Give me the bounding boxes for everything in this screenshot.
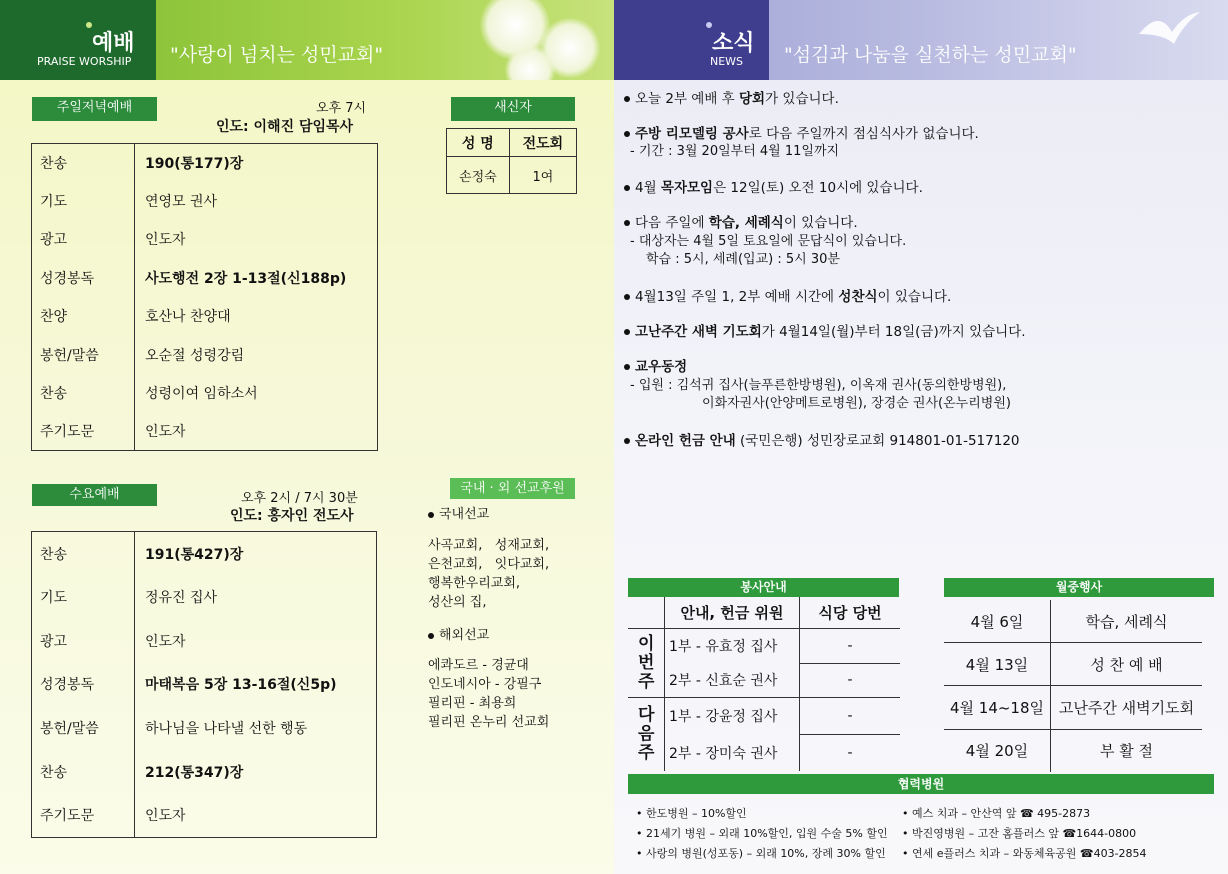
order-row	[32, 220, 378, 258]
order-row	[32, 619, 377, 663]
service-guide-header: 안내, 헌금 위원	[665, 597, 800, 629]
event-name: 고난주간 새벽기도회	[1051, 686, 1203, 729]
order-row	[32, 297, 378, 335]
order-item-label: 광고	[32, 220, 135, 258]
worship-header	[0, 0, 614, 80]
event-name: 성 찬 예 배	[1051, 643, 1203, 686]
hospital-item: • 한도병원 – 10%할인	[636, 807, 747, 820]
sunday-evening-leader: 인도: 이해진 담임목사	[216, 119, 354, 135]
order-item-label: 기도	[32, 182, 135, 220]
service-row: 2부 - 신효순 권사	[665, 663, 800, 698]
order-row	[32, 750, 377, 794]
order-row	[32, 182, 378, 220]
news-item-7-detail-1: - 입원 : 김석귀 집사(늘푸른한방병원), 이옥재 권사(동의한방병원),	[630, 378, 1007, 393]
sunday-evening-tag: 주일저녁예배	[32, 97, 157, 119]
event-date: 4월 20일	[944, 729, 1051, 772]
order-item-value: 정유진 집사	[145, 590, 218, 607]
domestic-mission-list	[428, 536, 549, 612]
news-item-7: 교우동정	[624, 355, 687, 375]
news-item-4-detail-1: - 대상자는 4월 5일 토요일에 문답식이 있습니다.	[630, 234, 907, 249]
news-item-6: 고난주간 새벽 기도회가 4월14일(월)부터 18일(금)까지 있습니다.	[624, 320, 1026, 340]
order-row	[32, 575, 377, 619]
order-row	[32, 706, 377, 750]
bird-icon	[1134, 4, 1204, 64]
newcomer-name-header: 성 명	[447, 129, 510, 157]
order-item-value: 오순절 성령강림	[145, 347, 245, 364]
mission-entry: 필리핀 - 최용희	[428, 696, 517, 711]
order-item-label: 기도	[32, 575, 135, 619]
order-item-value: 인도자	[145, 232, 186, 249]
order-item-value: 인도자	[145, 633, 186, 650]
order-row	[32, 335, 378, 373]
order-item-value: 사도행전 2장 1-13절(신188p)	[145, 270, 347, 287]
overseas-mission-title: 해외선교	[428, 626, 489, 645]
domestic-mission-title: 국내선교	[428, 505, 489, 524]
events-tag: 월중행사	[944, 578, 1214, 597]
news-logo: 소식 NEWS	[614, 0, 769, 80]
news-item-8: 온라인 헌금 안내 (국민은행) 성민장로교회 914801-01-517120	[624, 429, 1020, 449]
wednesday-order	[31, 531, 377, 838]
order-item-label: 광고	[32, 619, 135, 663]
hospital-item: • 21세기 병원 – 외래 10%할인, 입원 수술 5% 할인	[636, 827, 888, 840]
sunday-evening-time: 오후 7시	[316, 101, 367, 116]
service-meal: -	[800, 629, 901, 664]
news-item-5: 4월13일 주일 1, 2부 예배 시간에 성찬식이 있습니다.	[624, 285, 951, 305]
news-item-3: 4월 목자모임은 12일(토) 오전 10시에 있습니다.	[624, 176, 923, 196]
hospitals-tag: 협력병원	[628, 774, 1214, 794]
mission-entry: 인도네시아 - 강필구	[428, 677, 542, 692]
event-name: 학습, 세례식	[1051, 600, 1203, 643]
service-meal-header: 식당 당번	[800, 597, 901, 629]
wednesday-time: 오후 2시 / 7시 30분	[241, 491, 358, 506]
newcomers-tag: 새신자	[451, 97, 575, 119]
worship-slogan: "사랑이 넘치는 성민교회"	[170, 44, 384, 66]
service-meal: -	[800, 734, 901, 771]
event-date: 4월 6일	[944, 600, 1051, 643]
order-item-label: 찬송	[32, 532, 135, 576]
hospital-item: • 박진영병원 – 고잔 홈플러스 앞 ☎1644-0800	[902, 827, 1137, 840]
overseas-mission-list	[428, 656, 549, 732]
service-row: 1부 - 강윤정 집사	[665, 698, 800, 735]
mission-entry: 행복한우리교회,	[428, 576, 521, 591]
order-item-label: 찬송	[32, 750, 135, 794]
events-table	[944, 600, 1202, 772]
newcomer-mission-header: 전도회	[509, 129, 576, 157]
newcomer-name: 손정숙	[447, 157, 510, 194]
order-row	[32, 532, 377, 576]
order-row	[32, 374, 378, 412]
this-week-label: 이번주	[638, 633, 655, 692]
news-item-1: 오늘 2부 예배 후 당회가 있습니다.	[624, 87, 839, 107]
hospital-item: • 사랑의 병원(성포동) – 외래 10%, 장례 30% 할인	[636, 847, 886, 860]
news-item-4-detail-2: 학습 : 5시, 세례(입교) : 5시 30분	[646, 252, 840, 267]
missions-tag: 국내 · 외 선교후원	[450, 478, 575, 499]
order-item-value: 인도자	[145, 808, 186, 825]
worship-logo: 예배 PRAISE WORSHIP	[0, 0, 156, 80]
mission-entry: 에콰도르 - 경균대	[428, 658, 529, 673]
service-meal: -	[800, 663, 901, 698]
wednesday-tag: 수요예배	[32, 484, 157, 506]
order-item-value: 인도자	[145, 424, 186, 441]
service-row: 2부 - 장미숙 권사	[665, 734, 800, 771]
order-item-label: 봉헌/말씀	[32, 706, 135, 750]
order-item-label: 찬송	[32, 144, 135, 182]
order-item-value: 연영모 권사	[145, 194, 218, 211]
news-header	[614, 0, 1228, 80]
hospital-item: • 연세 e플러스 치과 – 와동체육공원 ☎403-2854	[902, 847, 1147, 860]
sunday-evening-order	[31, 143, 378, 451]
mission-entry: 은천교회, 잇다교회,	[428, 557, 550, 572]
order-item-value: 성령이여 임하소서	[145, 385, 258, 402]
order-item-value: 마태복음 5장 13-16절(신5p)	[145, 677, 337, 694]
order-row	[32, 259, 378, 297]
service-guide-tag: 봉사안내	[628, 578, 899, 597]
order-item-value: 191(통427)장	[145, 546, 244, 563]
order-item-value: 212(통347)장	[145, 764, 244, 781]
event-date: 4월 14~18일	[944, 686, 1051, 729]
service-meal: -	[800, 698, 901, 735]
newcomer-mission: 1여	[509, 157, 576, 194]
news-item-2-detail: - 기간 : 3월 20일부터 4월 11일까지	[630, 144, 840, 159]
order-item-value: 하나님을 나타낼 선한 행동	[145, 721, 308, 738]
newcomers-table	[446, 128, 577, 194]
order-row	[32, 794, 377, 838]
order-item-label: 성경봉독	[32, 663, 135, 707]
order-item-value: 호산나 찬양대	[145, 309, 231, 326]
order-row	[32, 663, 377, 707]
next-week-label: 다음주	[638, 705, 655, 764]
event-date: 4월 13일	[944, 643, 1051, 686]
mission-entry: 필리핀 온누리 선교회	[428, 715, 550, 730]
news-item-2: 주방 리모델링 공사로 다음 주일까지 점심식사가 없습니다.	[624, 122, 979, 142]
order-item-value: 190(통177)장	[145, 155, 244, 172]
hospital-item: • 예스 치과 – 안산역 앞 ☎ 495-2873	[902, 807, 1091, 820]
order-row	[32, 144, 378, 182]
service-row: 1부 - 유효정 집사	[665, 629, 800, 664]
order-item-label: 봉헌/말씀	[32, 335, 135, 373]
news-slogan: "섬김과 나눔을 실천하는 성민교회"	[784, 44, 1077, 66]
order-item-label: 주기도문	[32, 794, 135, 838]
news-item-4: 다음 주일에 학습, 세례식이 있습니다.	[624, 211, 858, 231]
service-guide-table	[628, 597, 900, 771]
order-row	[32, 412, 378, 450]
news-item-7-detail-2: 이화자권사(안양메트로병원), 장경순 권사(온누리병원)	[702, 396, 1011, 411]
mission-entry: 성산의 집,	[428, 595, 487, 610]
mission-entry: 사곡교회, 성재교회,	[428, 538, 550, 553]
order-item-label: 성경봉독	[32, 259, 135, 297]
order-item-label: 찬송	[32, 374, 135, 412]
order-item-label: 주기도문	[32, 412, 135, 450]
order-item-label: 찬양	[32, 297, 135, 335]
wednesday-leader: 인도: 홍자인 전도사	[230, 508, 354, 524]
event-name: 부 활 절	[1099, 742, 1153, 761]
